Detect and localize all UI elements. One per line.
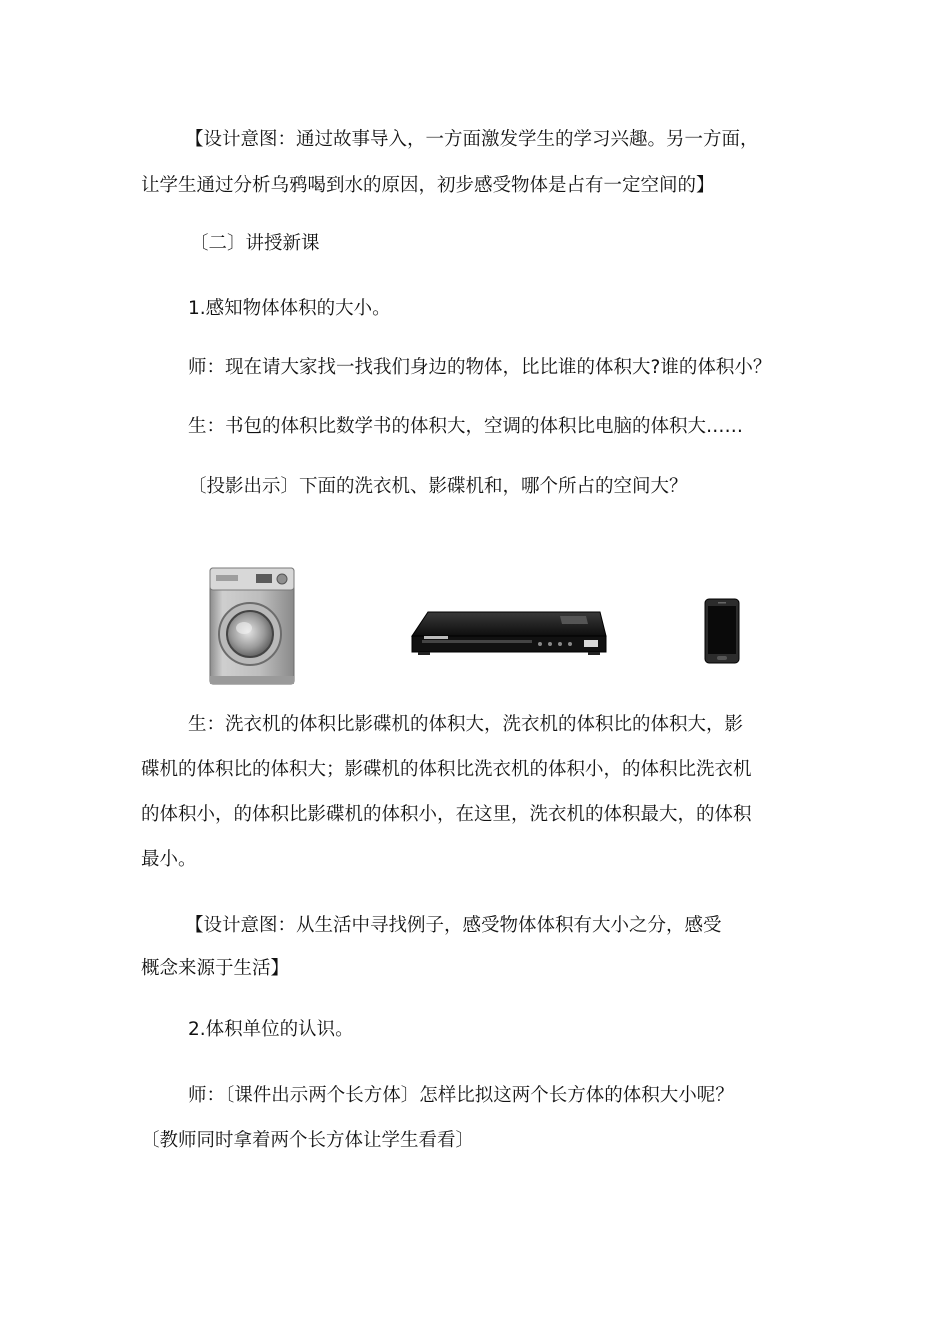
dvd-player-image	[410, 610, 608, 662]
design-intent-1-line1: 【设计意图：通过故事导入，一方面激发学生的学习兴趣。另一方面，	[185, 129, 759, 150]
student-answer-2-line2: 碟机的体积比的体积大；影碟机的体积比洗衣机的体积小，的体积比洗衣机	[141, 759, 752, 780]
student-answer-1: 生：书包的体积比数学书的体积大，空调的体积比电脑的体积大……	[188, 416, 744, 437]
teacher-question-2-line2: 〔教师同时拿着两个长方体让学生看看〕	[141, 1130, 475, 1151]
mobile-phone-image	[704, 598, 740, 668]
washing-machine-image	[208, 566, 296, 690]
student-answer-2-line1: 生：洗衣机的体积比影碟机的体积大，洗衣机的体积比的体积大，影	[188, 714, 744, 735]
projection-prompt: 〔投影出示〕下面的洗衣机、影碟机和，哪个所占的空间大？	[188, 476, 688, 497]
section-heading: 〔二〕讲授新课	[190, 233, 320, 254]
item1-heading: 1.感知物体体积的大小。	[188, 298, 391, 319]
teacher-question-2-line1: 师：〔课件出示两个长方体〕怎样比拟这两个长方体的体积大小呢？	[188, 1085, 734, 1106]
teacher-question-1: 师：现在请大家找一找我们身边的物体，比比谁的体积大?谁的体积小？	[188, 357, 772, 378]
design-intent-2-line2: 概念来源于生活】	[141, 958, 290, 979]
design-intent-1-line2: 让学生通过分析乌鸦喝到水的原因，初步感受物体是占有一定空间的】	[141, 175, 715, 196]
design-intent-2-line1: 【设计意图：从生活中寻找例子，感受物体体积有大小之分，感受	[185, 915, 722, 936]
student-answer-2-line4: 最小。	[141, 849, 197, 870]
item2-heading: 2.体积单位的认识。	[188, 1019, 354, 1040]
student-answer-2-line3: 的体积小，的体积比影碟机的体积小，在这里，洗衣机的体积最大，的体积	[141, 804, 752, 825]
